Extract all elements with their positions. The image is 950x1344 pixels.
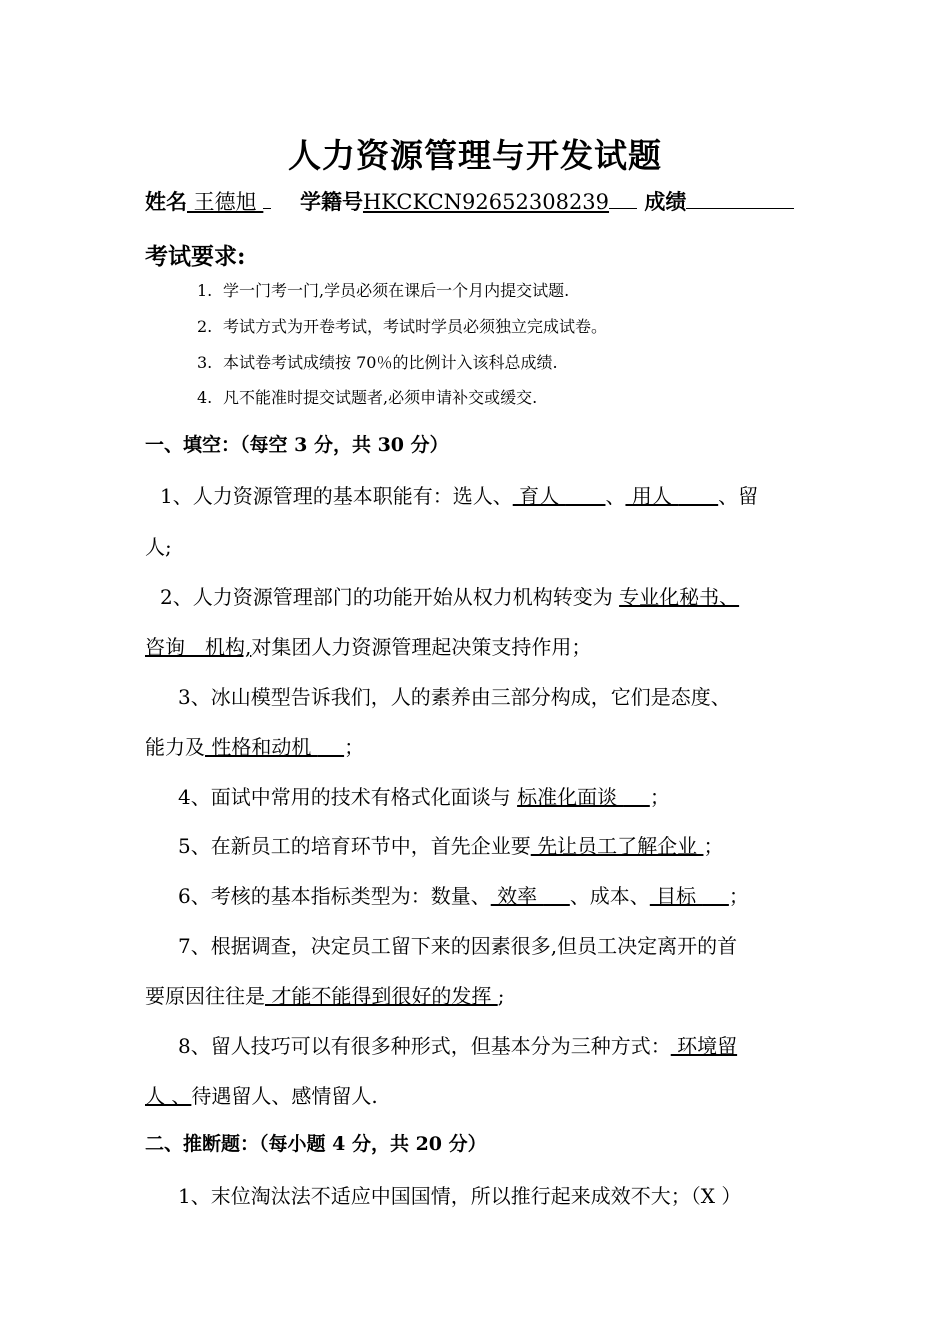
- answer-blank: 性格和动机: [205, 735, 318, 759]
- answer-blank: 育人: [512, 484, 566, 508]
- requirement-item: 1. 学一门考一门,学员必须在课后一个月内提交试题.: [197, 281, 570, 300]
- fill-question-1: 1、人力资源管理的基本职能有：选人、 育人 、 用人 、留: [160, 484, 759, 508]
- student-info-line: [145, 186, 794, 216]
- judge-question-1: 1、末位淘汰法不适应中国国情，所以推行起来成效不大；（X ）: [178, 1184, 742, 1208]
- requirement-item: 3. 本试卷考试成绩按 70％的比例计入该科总成绩.: [197, 353, 558, 372]
- name-label: 姓名: [145, 189, 187, 214]
- student-id-underline: [609, 188, 637, 209]
- student-id-value: HKCKCN92652308239: [362, 190, 610, 214]
- answer-blank: 环境留: [670, 1034, 738, 1058]
- requirement-item: 2. 考试方式为开卷考试，考试时学员必须独立完成试卷。: [197, 317, 608, 336]
- fill-question-5: 5、在新员工的培育环节中，首先企业要 先让员工了解企业 ；: [178, 834, 724, 858]
- fill-question-3-cont: 能力及 性格和动机 ；: [145, 735, 365, 759]
- requirements-heading: 考试要求:: [145, 243, 246, 270]
- fill-question-2-cont: 咨询 机构,对集团人力资源管理起决策支持作用；: [145, 635, 592, 659]
- answer-blank: 标准化面谈: [517, 785, 624, 809]
- answer-blank: 人 、: [145, 1084, 192, 1108]
- score-blank: [686, 188, 794, 209]
- section1-heading: 一、填空：（每空 3 分，共 30 分）: [145, 434, 449, 456]
- fill-question-8-cont: 人 、待遇留人、感情留人.: [145, 1084, 378, 1108]
- score-label: 成绩: [644, 189, 687, 214]
- fill-question-6: 6、考核的基本指标类型为：数量、 效率 、成本、 目标 ；: [178, 884, 749, 908]
- answer-blank: 先让员工了解企业: [530, 834, 704, 858]
- answer-blank: 专业化秘书、: [619, 585, 740, 609]
- answer-blank: 用人: [625, 484, 679, 508]
- page-title: 人力资源管理与开发试题: [288, 136, 662, 175]
- fill-question-2: 2、人力资源管理部门的功能开始从权力机构转变为 专业化秘书、: [160, 585, 740, 609]
- fill-question-7-cont: 要原因往往是 才能不能得到很好的发挥 ;: [145, 984, 505, 1008]
- answer-blank: 才能不能得到很好的发挥: [265, 984, 498, 1008]
- fill-question-3: 3、冰山模型告诉我们，人的素养由三部分构成，它们是态度、: [178, 685, 731, 709]
- answer-blank: 目标: [649, 884, 703, 908]
- name-underline: [263, 188, 271, 209]
- name-value: 王德旭: [187, 190, 264, 214]
- fill-question-1-cont: 人;: [145, 535, 172, 559]
- student-id-label: 学籍号: [299, 189, 363, 214]
- fill-question-7: 7、根据调查，决定员工留下来的因素很多,但员工决定离开的首: [178, 934, 738, 958]
- fill-question-4: 4、面试中常用的技术有格式化面谈与 标准化面谈 ；: [178, 785, 670, 809]
- answer-blank: 效率: [490, 884, 544, 908]
- requirement-item: 4. 凡不能准时提交试题者,必须申请补交或缓交.: [197, 388, 538, 407]
- answer-blank: 咨询 机构,: [145, 635, 252, 659]
- section2-heading: 二、推断题：（每小题 4 分，共 20 分）: [145, 1133, 487, 1155]
- fill-question-8: 8、留人技巧可以有很多种形式，但基本分为三种方式： 环境留: [178, 1034, 738, 1058]
